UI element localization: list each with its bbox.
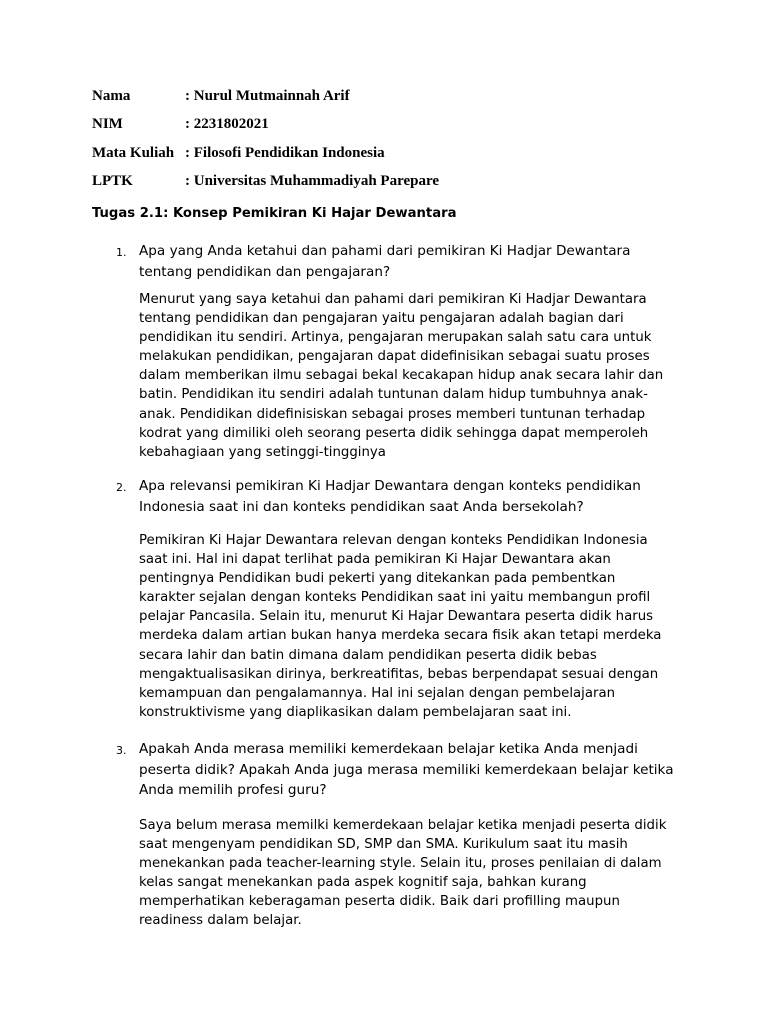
question-line: Apa relevansi pemikiran Ki Hadjar Dewantara dengan konteks pendidikan <box>139 478 641 494</box>
answer-line: pelajar Pancasila. Selain itu, menurut Ki Hajar Dewantara peserta didik harus <box>139 609 654 625</box>
question-1 <box>139 241 679 282</box>
info-label: NIM <box>92 116 123 133</box>
question-number: 1. <box>116 246 127 259</box>
info-row-nim <box>92 114 439 142</box>
answer-line: readiness dalam belajar. <box>139 913 302 929</box>
info-row-nama <box>92 86 439 114</box>
student-info <box>92 86 439 199</box>
answer-line: pentingnya Pendidikan budi pekerti yang ditekankan pada pembentkan <box>139 571 616 587</box>
question-number: 3. <box>116 744 127 757</box>
task-title: Tugas 2.1: Konsep Pemikiran Ki Hajar Dewantara <box>92 206 457 221</box>
answer-line: saat ini. Hal ini dapat terlihat pada pemikiran Ki Hajar Dewantara akan <box>139 552 611 568</box>
question-line: tentang pendidikan dan pengajaran? <box>139 263 391 280</box>
answer-line: menekankan pada teacher-learning style. Selain itu, proses penilaian di dalam <box>139 856 662 872</box>
info-row-mata-kuliah <box>92 143 439 171</box>
info-label: Nama <box>92 88 131 104</box>
question-3 <box>139 739 679 801</box>
answer-line: Saya belum merasa memilki kemerdekaan belajar ketika menjadi peserta didik <box>139 818 667 833</box>
answer-line: tentang pendidikan dan pengajaran yaitu pengajaran adalah bagian dari <box>139 311 624 327</box>
answer-line: merdeka dalam artian bukan hanya merdeka secara fisik akan tetapi merdeka <box>139 628 662 644</box>
answer-line: anak. Pendidikan didefinisiskan sebagai proses memberi tuntunan terhadap <box>139 406 646 422</box>
answer-line: saat mengenyam pendidikan SD, SMP dan SMA. Kurikulum saat itu masih <box>139 837 628 853</box>
question-line: peserta didik? Apakah Anda juga merasa memiliki kemerdekaan belajar ketika <box>139 761 674 778</box>
question-line: Anda memilih profesi guru? <box>139 782 327 798</box>
question-number: 2. <box>116 481 127 494</box>
question-line: Indonesia saat ini dan konteks pendidikan saat Anda bersekolah? <box>139 498 584 515</box>
info-label: LPTK <box>92 172 133 189</box>
answer-line: pendidikan itu sendiri. Artinya, pengajaran merupakan salah satu cara untuk <box>139 330 652 346</box>
question-line: Apa yang Anda ketahui dan pahami dari pemikiran Ki Hadjar Dewantara <box>139 243 631 259</box>
answer-line: melakukan pendidikan, pengajaran dapat didefinisikan sebagai suatu proses <box>139 349 650 365</box>
question-2 <box>139 476 679 517</box>
answer-line: kodrat yang dimiliki oleh seorang peserta didik sehingga dapat memperoleh <box>139 425 649 441</box>
info-row-lptk <box>92 171 439 199</box>
answer-line: batin. Pendidikan itu sendiri adalah tuntunan dalam hidup tumbuhnya anak- <box>139 387 648 403</box>
info-value: : Nurul Mutmainnah Arif <box>185 88 350 104</box>
answer-line: dalam memberikan ilmu sebagai bekal kecakapan hidup anak secara lahir dan <box>139 368 664 384</box>
answer-line: konstruktivisme yang diaplikasikan dalam pembelajaran saat ini. <box>139 704 572 720</box>
answer-line: Menurut yang saya ketahui dan pahami dari pemikiran Ki Hadjar Dewantara <box>139 292 647 307</box>
answer-line: kemampuan dan pengalamannya. Hal ini sejalan dengan pembelajaran <box>139 685 616 701</box>
answer-line: Pemikiran Ki Hajar Dewantara relevan dengan konteks Pendidikan Indonesia <box>139 533 648 548</box>
answer-line: memperhatikan keberagaman peserta didik. Baik dari profilling maupun <box>139 894 620 910</box>
info-value: : Filosofi Pendidikan Indonesia <box>185 144 385 161</box>
info-label: Mata Kuliah <box>92 144 175 161</box>
answer-line: kebahagiaan yang setinggi-tingginya <box>139 444 386 460</box>
answer-line: mengaktualisasikan dirinya, berkreatifitas, bebas berpendapat sesuai dengan <box>139 666 659 682</box>
info-value: : Universitas Muhammadiyah Parepare <box>185 172 440 189</box>
info-value: : 2231802021 <box>185 116 269 133</box>
answer-3 <box>139 816 679 931</box>
answer-line: kelas sangat menekankan pada aspek kognitif saja, bahkan kurang <box>139 875 587 891</box>
question-line: Apakah Anda merasa memiliki kemerdekaan belajar ketika Anda menjadi <box>139 741 638 757</box>
answer-2 <box>139 531 679 722</box>
answer-1 <box>139 290 679 462</box>
answer-line: karakter sejalan dengan konteks Pendidikan saat ini yaitu membangun profil <box>139 590 651 606</box>
answer-line: secara lahir dan batin dimana dalam pendidikan peserta didik bebas <box>139 647 597 663</box>
